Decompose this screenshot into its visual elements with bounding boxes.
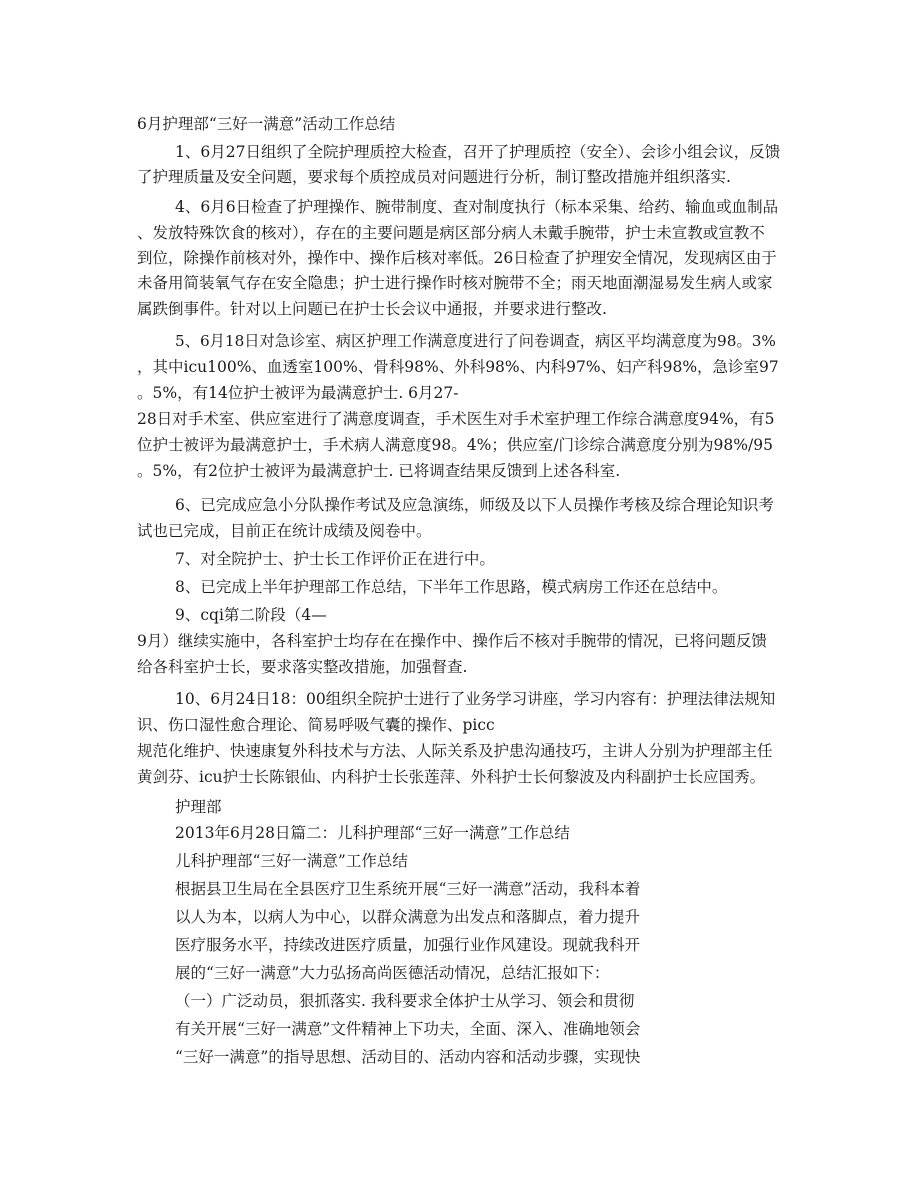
- paragraph-line: 位护士被评为最满意护士，手术病人满意度98。4%；供应室/门诊综合满意度分别为98%/95: [137, 436, 773, 454]
- paragraph-line: 属跌倒事件。针对以上问题已在护士长会议中通报，并要求进行整改.: [137, 300, 607, 318]
- paragraph-line: 1、6月27日组织了全院护理质控大检查，召开了护理质控（安全）、会诊小组会议，反馈: [175, 143, 781, 161]
- paragraph-line: 未备用简装氧气存在安全隐患；护士进行操作时核对腕带不全；雨天地面潮湿易发生病人或家: [137, 274, 773, 292]
- signature-line: 护理部: [175, 798, 222, 816]
- paragraph-line: 展的“三好一满意”大力弘扬高尚医德活动情况，总结汇报如下：: [175, 964, 610, 982]
- paragraph-line: 试也已完成，目前正在统计成绩及阅卷中。: [137, 522, 432, 540]
- paragraph-line: 9、cqi第二阶段（4—: [175, 606, 327, 624]
- paragraph-line: 10、6月24日18：00组织全院护士进行了业务学习讲座，学习内容有：护理法律法规知: [175, 690, 776, 708]
- paragraph-line: 。5%，有14位护士被评为最满意护士. 6月27-: [137, 384, 459, 402]
- paragraph-line: 。5%，有2位护士被评为最满意护士. 已将调查结果反馈到上述各科室.: [137, 462, 621, 480]
- paragraph-line: “三好一满意”的指导思想、活动目的、活动内容和活动步骤，实现快: [175, 1048, 641, 1066]
- paragraph-line: 6、已完成应急小分队操作考试及应急演练，师级及以下人员操作考核及综合理论知识考: [175, 496, 774, 514]
- paragraph-line: 9月）继续实施中，各科室护士均存在在操作中、操作后不核对手腕带的情况，已将问题反馈: [137, 632, 767, 650]
- paragraph-line: 医疗服务水平，持续改进医疗质量，加强行业作风建设。现就我科开: [175, 936, 641, 954]
- paragraph-line: 根据县卫生局在全县医疗卫生系统开展“三好一满意”活动，我科本着: [175, 880, 641, 898]
- section-heading: 2013年6月28日篇二：儿科护理部“三好一满意”工作总结: [175, 824, 570, 842]
- paragraph-line: 规范化维护、快速康复外科技术与方法、人际关系及护患沟通技巧，主讲人分别为护理部主任: [137, 742, 773, 760]
- paragraph-line: 给各科室护士长，要求落实整改措施，加强督查.: [137, 658, 468, 676]
- paragraph-line: 、发放特殊饮食的核对），存在的主要问题是病区部分病人未戴手腕带，护士未宣教或宣教不: [137, 224, 765, 242]
- paragraph-line: （一）广泛动员，狠抓落实. 我科要求全体护士从学习、领会和贯彻: [175, 992, 635, 1010]
- paragraph-line: 了护理质量及安全问题，要求每个质控成员对问题进行分析，制订整改措施并组织落实.: [137, 168, 731, 186]
- paragraph-line: 到位，除操作前核对外，操作中、操作后核对率低。26日检查了护理安全情况，发现病区由于: [137, 249, 777, 267]
- paragraph-line: 28日对手术室、供应室进行了满意度调查，手术医生对手术室护理工作综合满意度94%，有5: [137, 410, 775, 428]
- section-title: 儿科护理部“三好一满意”工作总结: [175, 852, 408, 870]
- paragraph-line: 5、6月18日对急诊室、病区护理工作满意度进行了问卷调查，病区平均满意度为98。3%: [175, 332, 776, 350]
- paragraph-line: 8、已完成上半年护理部工作总结，下半年工作思路，模式病房工作还在总结中。: [175, 578, 728, 596]
- document-title: 6月护理部“三好一满意”活动工作总结: [137, 115, 396, 133]
- paragraph-line: 黄剑芬、icu护士长陈银仙、内科护士长张莲萍、外科护士长何黎波及内科副护士长应国秀。: [137, 768, 766, 786]
- paragraph-line: 以人为本，以病人为中心，以群众满意为出发点和落脚点，着力提升: [175, 908, 641, 926]
- paragraph-line: 7、对全院护士、护士长工作评价正在进行中。: [175, 550, 495, 568]
- paragraph-line: 识、伤口湿性愈合理论、简易呼吸气囊的操作、picc: [137, 716, 495, 734]
- paragraph-line: ，其中icu100%、血透室100%、骨科98%、外科98%、内科97%、妇产科98%，急诊室97: [137, 358, 779, 376]
- paragraph-line: 4、6月6日检查了护理操作、腕带制度、查对制度执行（标本采集、给药、输血或血制品: [175, 198, 779, 216]
- paragraph-line: 有关开展“三好一满意”文件精神上下功夫，全面、深入、准确地领会: [175, 1020, 641, 1038]
